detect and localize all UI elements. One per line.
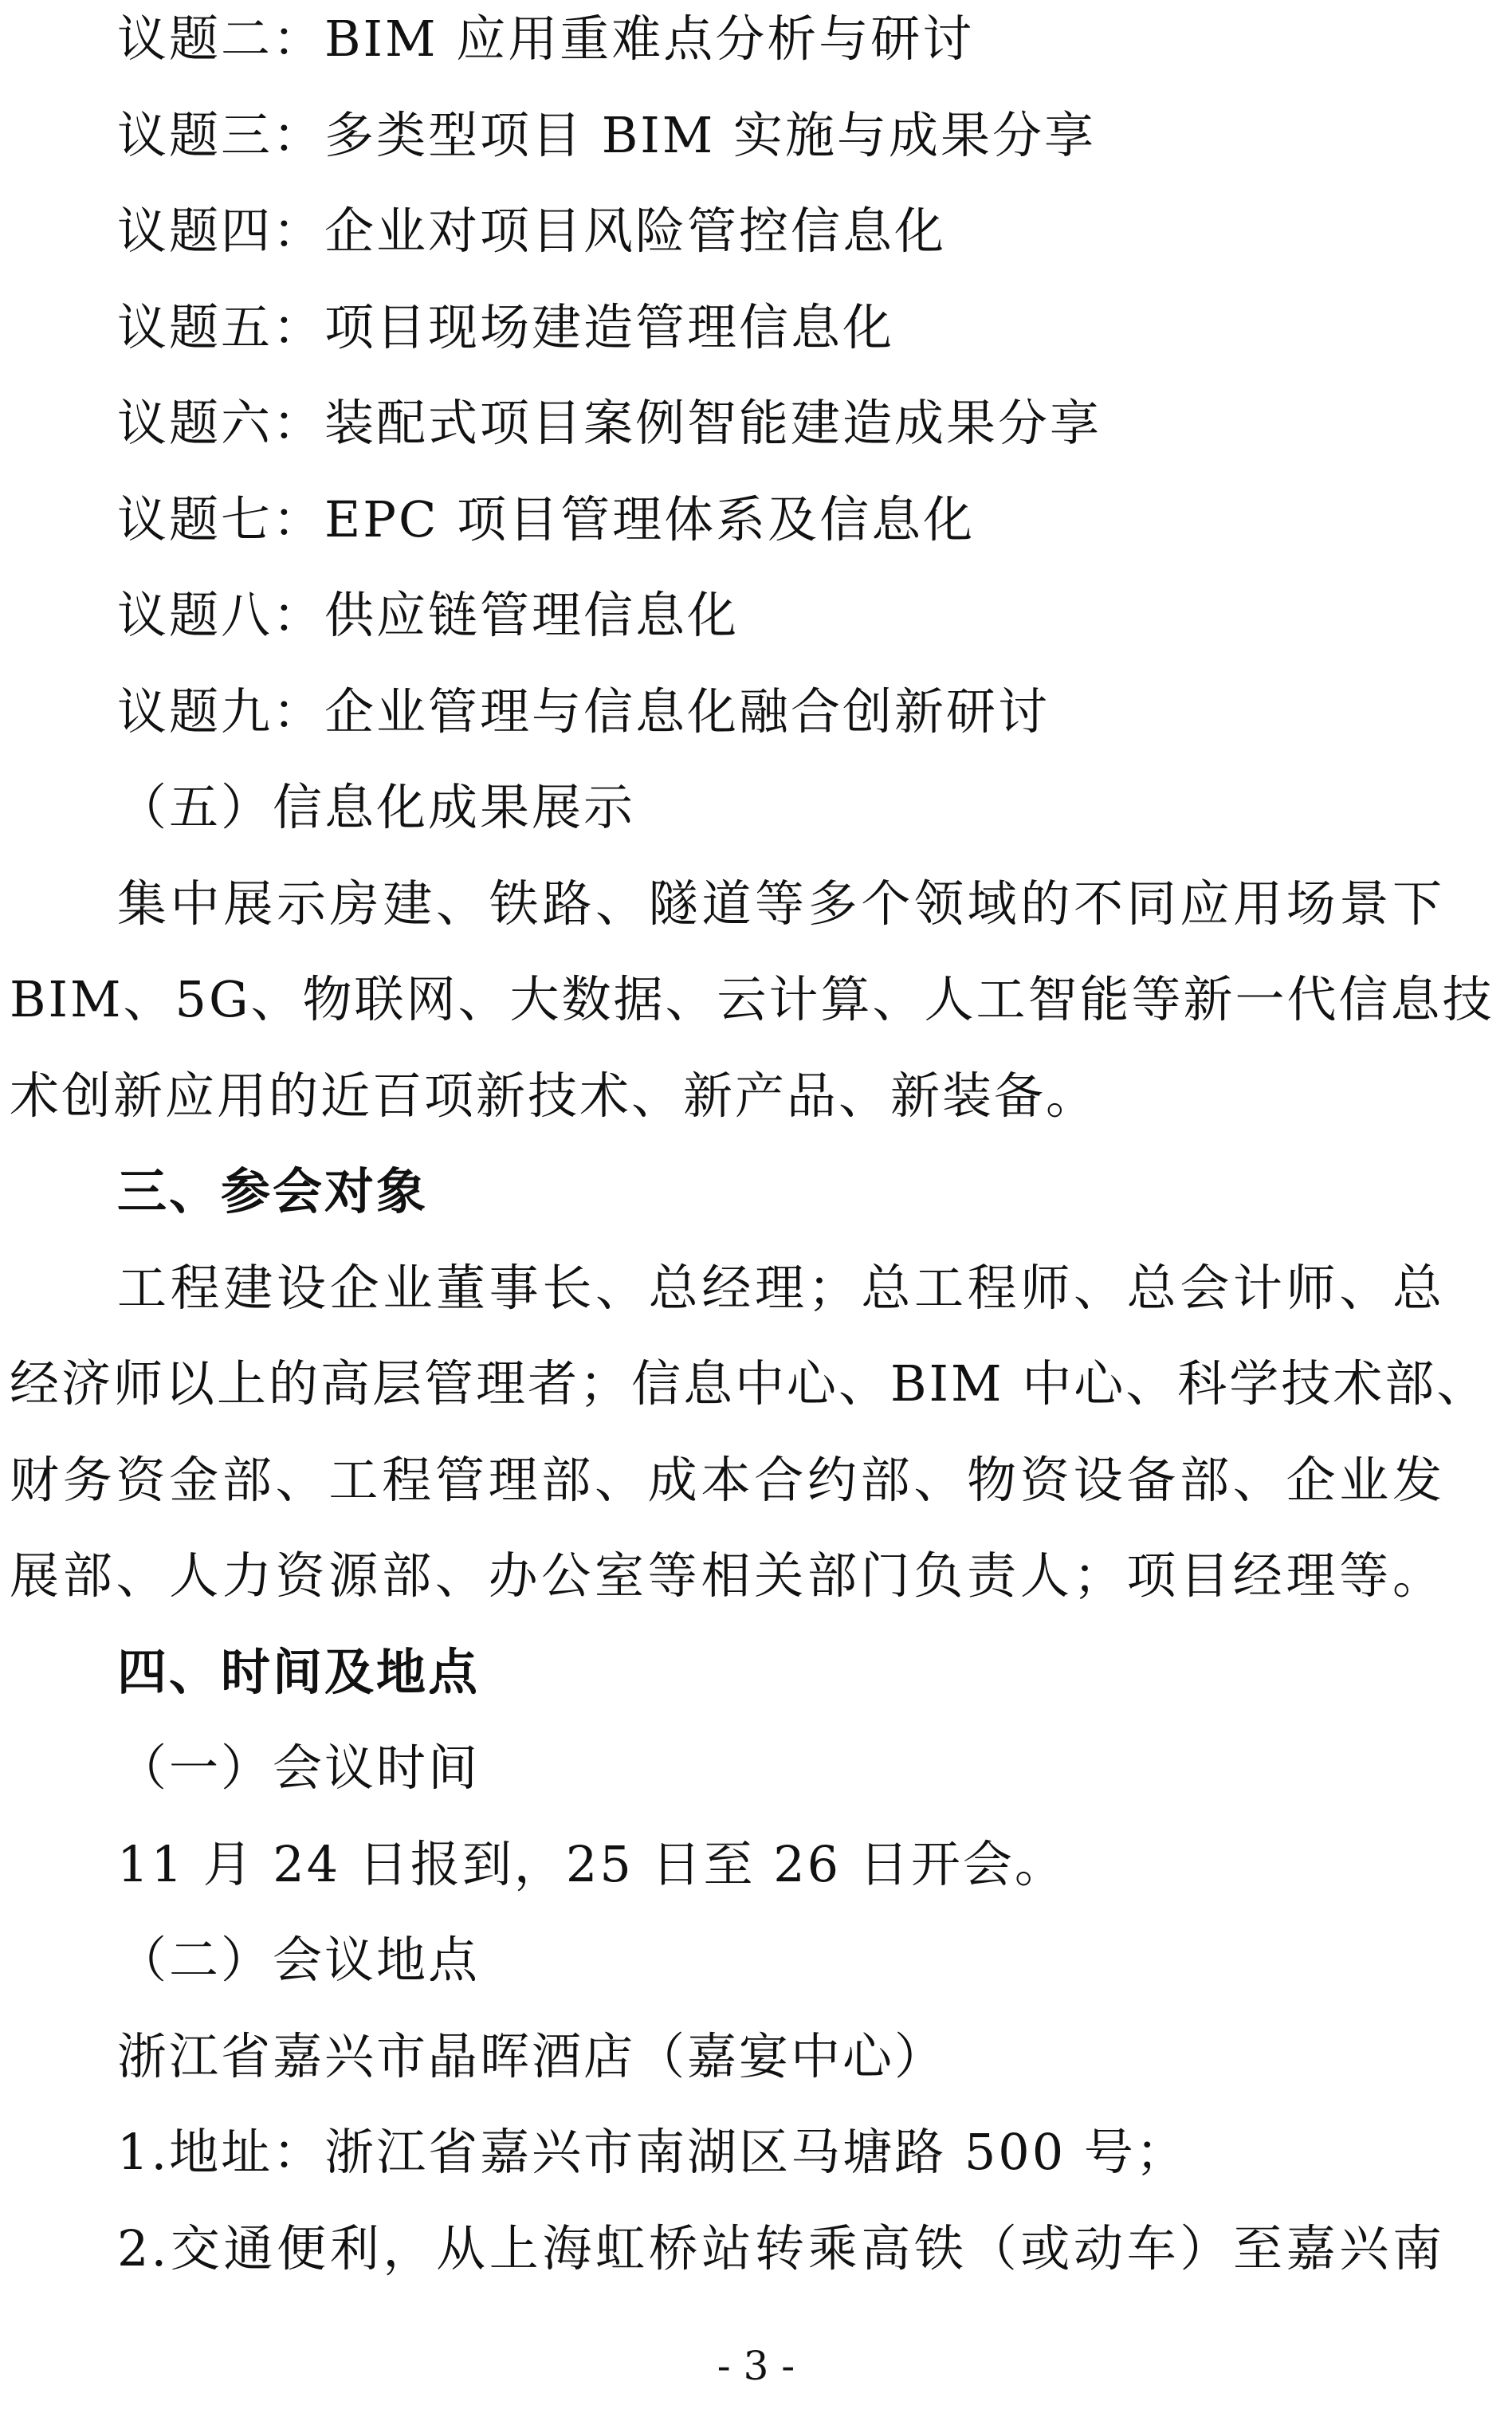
agenda-topic-4: 议题四：企业对项目风险管控信息化 [117, 202, 947, 260]
agenda-topic-8: 议题八：供应链管理信息化 [117, 586, 740, 644]
attendees-heading: 三、参会对象 [117, 1162, 429, 1220]
attendees-paragraph-line-4: 展部、人力资源部、办公室等相关部门负责人；项目经理等。 [10, 1546, 1444, 1605]
achievement-paragraph-line-1: 集中展示房建、铁路、隧道等多个领域的不同应用场景下 [117, 874, 1444, 933]
meeting-place-name: 浙江省嘉兴市晶晖酒店（嘉宴中心） [117, 2026, 947, 2085]
attendees-paragraph-line-1: 工程建设企业董事长、总经理；总工程师、总会计师、总 [117, 1258, 1444, 1317]
meeting-place-heading: （二）会议地点 [117, 1931, 481, 1989]
agenda-topic-7: 议题七：EPC 项目管理体系及信息化 [117, 489, 976, 548]
achievement-paragraph-line-3: 术创新应用的近百项新技术、新产品、新装备。 [10, 1066, 1098, 1125]
agenda-topic-5: 议题五：项目现场建造管理信息化 [117, 297, 895, 356]
agenda-topic-9: 议题九：企业管理与信息化融合创新研讨 [117, 682, 1051, 741]
attendees-paragraph-line-2: 经济师以上的高层管理者；信息中心、BIM 中心、科学技术部、 [10, 1354, 1489, 1413]
meeting-time-text: 11 月 24 日报到，25 日至 26 日开会。 [117, 1834, 1066, 1893]
document-body [10, 0, 1494, 2309]
meeting-transport: 2.交通便利，从上海虹桥站转乘高铁（或动车）至嘉兴南 [117, 2218, 1444, 2277]
achievement-paragraph-line-2: BIM、5G、物联网、大数据、云计算、人工智能等新一代信息技 [10, 970, 1494, 1028]
meeting-time-heading: （一）会议时间 [117, 1739, 481, 1797]
meeting-address: 1.地址：浙江省嘉兴市南湖区马塘路 500 号； [117, 2123, 1188, 2181]
agenda-topic-6: 议题六：装配式项目案例智能建造成果分享 [117, 394, 1102, 452]
achievement-heading: （五）信息化成果展示 [117, 778, 636, 836]
agenda-topic-2: 议题二：BIM 应用重难点分析与研讨 [117, 10, 975, 68]
attendees-paragraph-line-3: 财务资金部、工程管理部、成本合约部、物资设备部、企业发 [10, 1450, 1444, 1509]
time-place-heading: 四、时间及地点 [117, 1642, 481, 1701]
page-number: - 3 - [717, 2343, 795, 2389]
agenda-topic-3: 议题三：多类型项目 BIM 实施与成果分享 [117, 105, 1096, 164]
